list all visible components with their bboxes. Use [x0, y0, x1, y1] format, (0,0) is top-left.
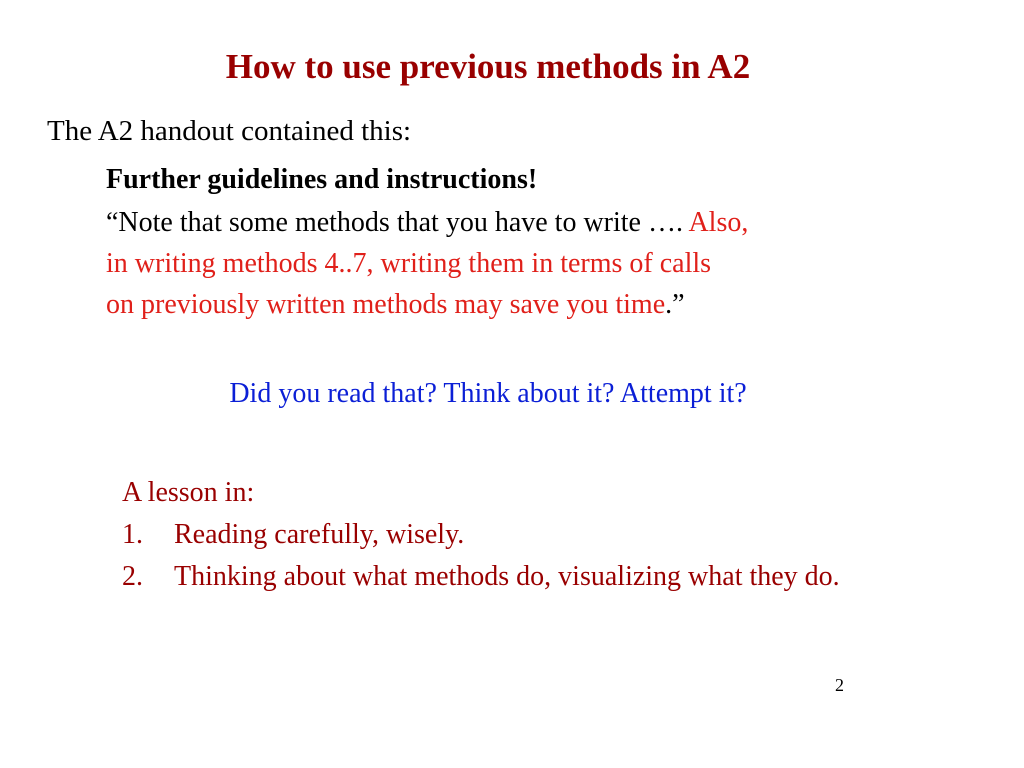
list-item-text: Reading carefully, wisely.: [174, 519, 465, 550]
quote-line-2: in writing methods 4..7, writing them in terms of calls: [106, 248, 712, 279]
list-item: [122, 514, 840, 556]
lesson-list: [122, 472, 840, 598]
list-item-text: Thinking about what methods do, visualizing what they do.: [174, 561, 840, 592]
slide-title: How to use previous methods in A2: [225, 47, 751, 86]
quote-line-1: [106, 202, 748, 243]
page-number: 2: [835, 675, 844, 695]
handout-quote: [106, 202, 748, 325]
lesson-heading: A lesson in:: [122, 477, 255, 508]
list-item: [122, 556, 840, 598]
guidelines-heading: Further guidelines and instructions!: [106, 164, 538, 195]
list-item-number: 2.: [122, 561, 143, 592]
quote-closing: .”: [665, 289, 685, 320]
list-item-number: 1.: [122, 519, 143, 550]
quote-line-1-text: “Note that some methods that you have to write ….: [106, 207, 689, 238]
intro-text: The A2 handout contained this:: [47, 115, 412, 147]
quote-highlight-start: Also,: [688, 207, 749, 238]
quote-line-3: [106, 284, 748, 325]
quote-line-3-text: on previously written methods may save you time: [106, 289, 666, 320]
reflection-question: Did you read that? Think about it? Attempt it?: [229, 378, 747, 409]
